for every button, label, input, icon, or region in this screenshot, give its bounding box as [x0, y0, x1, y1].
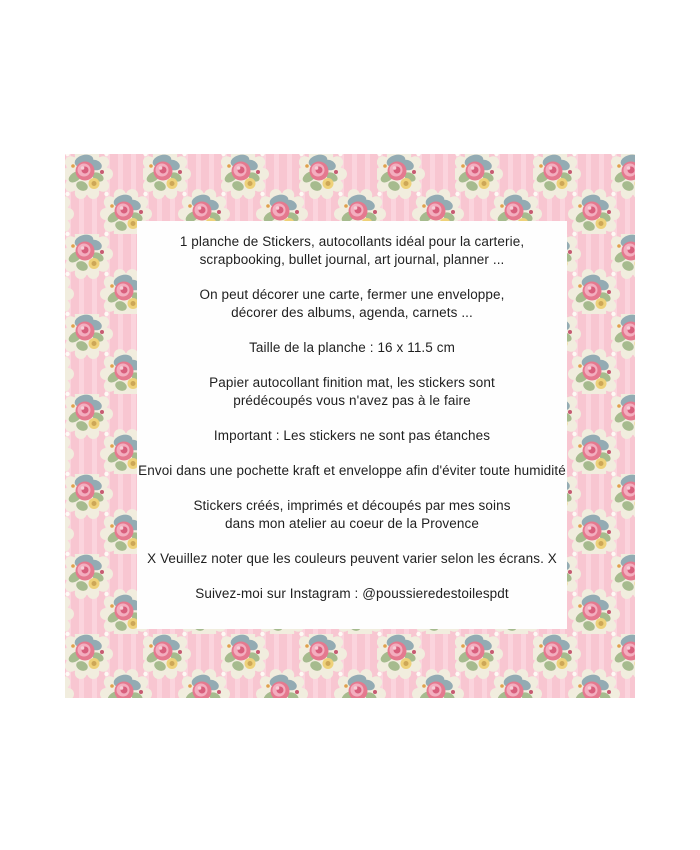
sheet-size-line: Taille de la planche : 16 x 11.5 cm	[249, 340, 455, 355]
color-disclaimer-line: X Veuillez noter que les couleurs peuvent varier selon les écrans. X	[147, 551, 557, 566]
description-line: Papier autocollant finition mat, les stickers sont	[209, 375, 495, 390]
description-line: prédécoupés vous n'avez pas à le faire	[233, 393, 471, 408]
paragraph-colors-note	[147, 550, 557, 568]
paragraph-shipping	[138, 462, 566, 480]
paragraph-intro	[180, 233, 524, 269]
shipping-line: Envoi dans une pochette kraft et enveloppe afin d'éviter toute humidité	[138, 463, 566, 478]
description-line: décorer des albums, agenda, carnets ...	[231, 305, 473, 320]
paragraph-size	[249, 339, 455, 357]
paragraph-instagram	[195, 585, 509, 603]
paragraph-paper	[209, 374, 495, 410]
paragraph-handmade	[193, 497, 510, 533]
paragraph-important	[214, 427, 490, 445]
description-text-panel	[137, 221, 567, 629]
instagram-line: Suivez-moi sur Instagram : @poussieredestoilespdt	[195, 586, 509, 601]
description-line: scrapbooking, bullet journal, art journal, planner ...	[199, 252, 505, 267]
important-note-line: Important : Les stickers ne sont pas étanches	[213, 428, 491, 443]
description-line: Stickers créés, imprimés et découpés par mes soins	[193, 498, 511, 513]
paragraph-uses	[200, 286, 505, 322]
description-line: dans mon atelier au coeur de la Provence	[225, 516, 479, 531]
description-line: 1 planche de Stickers, autocollants idéal pour la carterie,	[179, 234, 525, 249]
description-line: On peut décorer une carte, fermer une enveloppe,	[199, 287, 505, 302]
